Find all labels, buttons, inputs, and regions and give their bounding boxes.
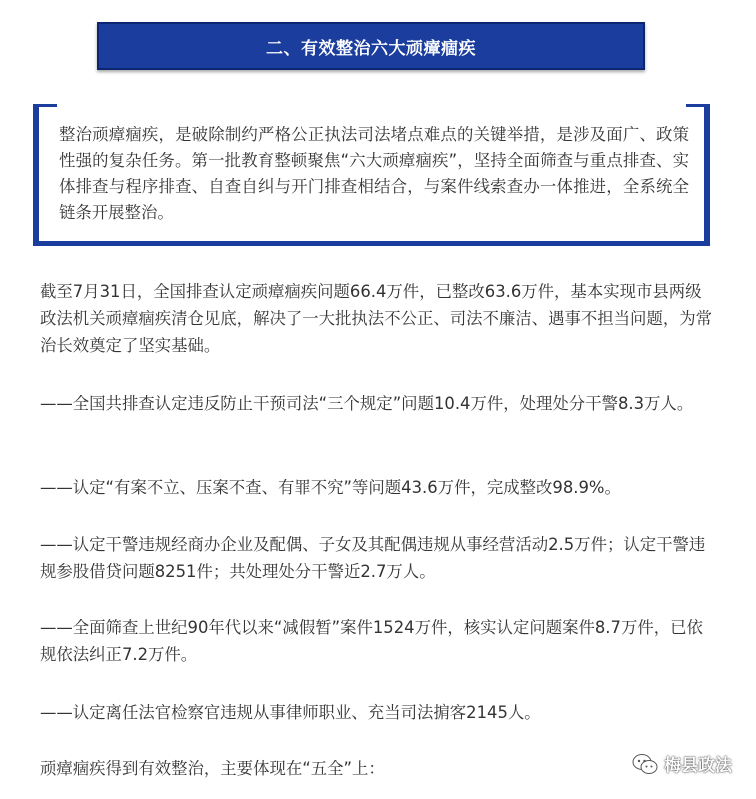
paragraph-item: ——认定离任法官检察官违规从事律师职业、充当司法掮客2145人。 bbox=[40, 703, 541, 722]
intro-box-bottom-border bbox=[33, 241, 710, 246]
paragraph-item: ——全国共排查认定违反防止干预司法“三个规定”问题10.4万件，处理处分干警8.3万人。 bbox=[40, 394, 694, 413]
paragraph-item: ——认定干警违规经商办企业及配偶、子女及其配偶违规从事经营活动2.5万件；认定干警违规参股借贷问题8251件；共处理处分干警近2.7万人。 bbox=[40, 535, 706, 581]
intro-box bbox=[33, 104, 710, 246]
intro-box-top-right-corner bbox=[686, 104, 710, 107]
paragraph-summary: 截至7月31日，全国排查认定顽瘴痼疾问题66.4万件，已整改63.6万件，基本实现市县两级政法机关顽瘴痼疾清仓见底，解决了一大批执法不公正、司法不廉洁、遇事不担当问题，为常治长效奠定了坚实基础。 bbox=[40, 282, 713, 355]
paragraph-item: ——认定“有案不立、压案不查、有罪不究”等问题43.6万件，完成整改98.9%。 bbox=[40, 478, 621, 497]
watermark-text: 梅县政法 bbox=[664, 756, 732, 776]
paragraph-conclusion: 顽瘴痼疾得到有效整治，主要体现在“五全”上： bbox=[40, 759, 385, 778]
paragraph-item: ——全面筛查上世纪90年代以来“减假暂”案件1524万件，核实认定问题案件8.7万件，已依规依法纠正7.2万件。 bbox=[40, 618, 703, 664]
intro-box-right-border bbox=[704, 104, 710, 246]
wechat-icon bbox=[632, 753, 658, 775]
intro-box-top-left-corner bbox=[33, 104, 57, 107]
intro-box-left-border bbox=[33, 104, 39, 246]
intro-box-text: 整治顽瘴痼疾，是破除制约严格公正执法司法堵点难点的关键举措，是涉及面广、政策性强的复杂任务。第一批教育整顿聚焦“六大顽瘴痼疾”，坚持全面筛查与重点排查、实体排查与程序排查、自查自纠与开门排查相结合，与案件线索查办一体推进，全系统全链条开展整治。 bbox=[59, 125, 689, 222]
section-title-banner bbox=[97, 22, 645, 70]
watermark bbox=[632, 751, 732, 776]
section-title: 二、有效整治六大顽瘴痼疾 bbox=[266, 38, 476, 59]
